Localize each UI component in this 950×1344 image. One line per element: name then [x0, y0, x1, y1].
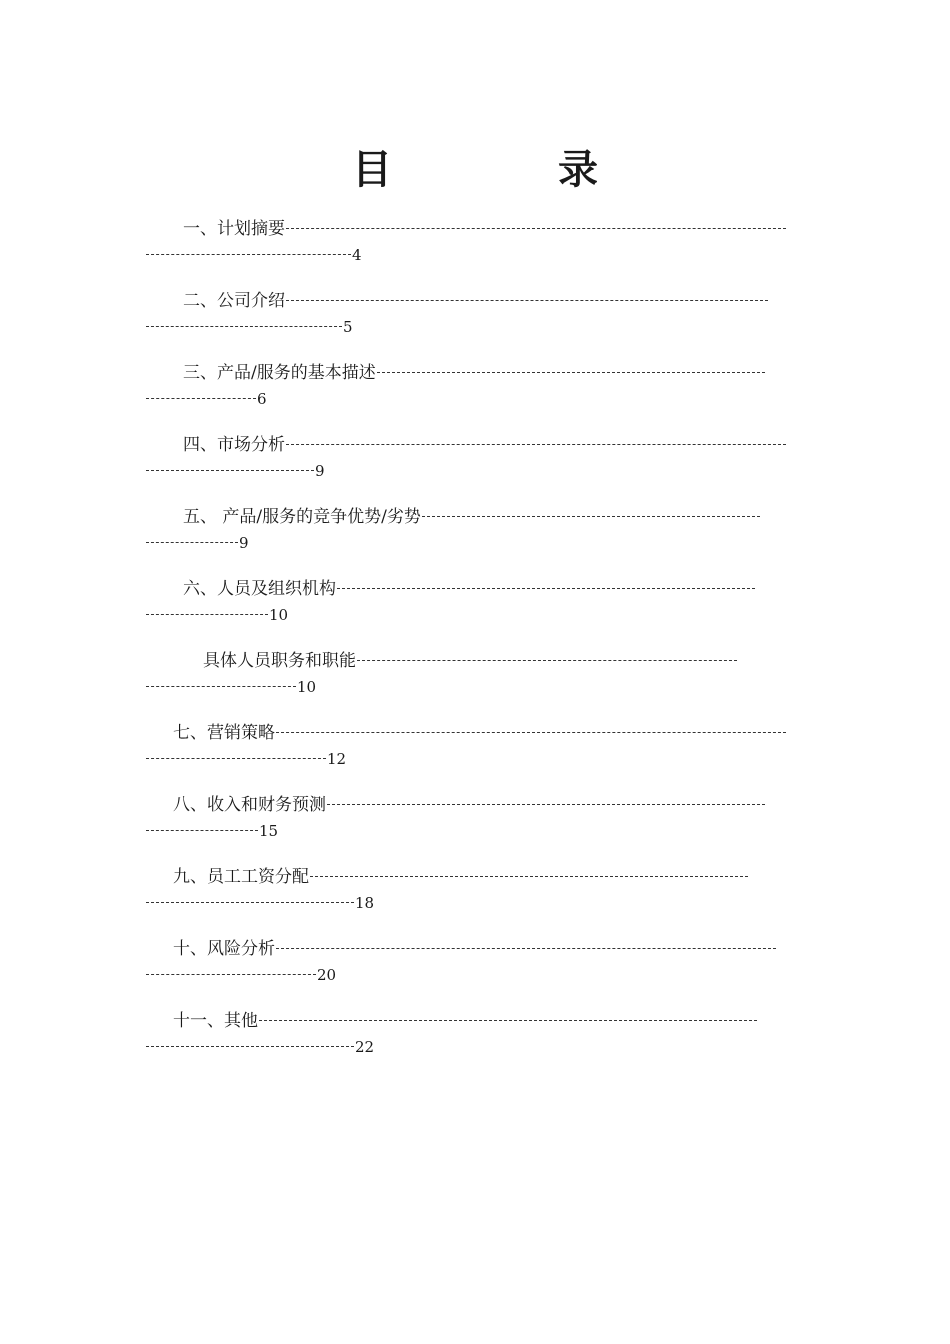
toc-entry-page: 9	[239, 534, 249, 552]
toc-entry-label: 十、风险分析	[173, 939, 275, 959]
toc-entry-label: 九、员工工资分配	[173, 867, 309, 887]
toc-leader	[276, 732, 786, 733]
toc-entry-page: 10	[297, 678, 317, 696]
toc-entry-label: 具体人员职务和职能	[203, 651, 356, 671]
toc-leader	[422, 516, 760, 517]
toc-leader	[146, 1046, 354, 1047]
toc-entry	[145, 578, 810, 650]
toc-leader	[327, 804, 765, 805]
toc-entry	[145, 794, 810, 866]
toc-entry	[145, 1010, 810, 1082]
toc-leader	[146, 398, 256, 399]
toc-leader	[357, 660, 737, 661]
toc-leader	[337, 588, 755, 589]
table-of-contents	[145, 218, 810, 1082]
toc-entry-page: 18	[355, 894, 375, 912]
toc-entry-label: 五、 产品/服务的竞争优势/劣势	[183, 507, 421, 527]
toc-entry	[145, 290, 810, 362]
toc-entry-page: 15	[259, 822, 279, 840]
toc-leader	[286, 444, 786, 445]
toc-entry-page: 10	[269, 606, 289, 624]
toc-entry-page: 6	[257, 390, 267, 408]
toc-entry-label: 八、收入和财务预测	[173, 795, 326, 815]
toc-leader	[146, 758, 326, 759]
toc-entry	[145, 722, 810, 794]
toc-entry	[145, 650, 810, 722]
toc-leader	[146, 686, 296, 687]
toc-entry	[145, 938, 810, 1010]
toc-leader	[259, 1020, 757, 1021]
toc-leader	[146, 254, 351, 255]
toc-leader	[146, 614, 268, 615]
toc-entry-label: 一、计划摘要	[183, 219, 285, 239]
toc-leader	[286, 228, 786, 229]
toc-leader	[146, 974, 316, 975]
toc-entry	[145, 434, 810, 506]
toc-entry-label: 二、公司介绍	[183, 291, 285, 311]
toc-leader	[310, 876, 748, 877]
toc-entry-page: 22	[355, 1038, 375, 1056]
toc-leader	[146, 326, 342, 327]
toc-entry-page: 12	[327, 750, 347, 768]
toc-leader	[146, 902, 354, 903]
toc-entry-label: 三、产品/服务的基本描述	[183, 363, 376, 383]
page-title: 目 录	[352, 146, 674, 193]
toc-entry	[145, 866, 810, 938]
toc-entry-label: 十一、其他	[173, 1011, 258, 1031]
toc-entry	[145, 218, 810, 290]
toc-leader	[377, 372, 765, 373]
toc-entry-label: 七、营销策略	[173, 723, 275, 743]
toc-leader	[286, 300, 768, 301]
toc-leader	[146, 542, 238, 543]
toc-entry	[145, 362, 810, 434]
toc-entry-page: 4	[352, 246, 362, 264]
toc-leader	[146, 830, 258, 831]
toc-entry-page: 5	[343, 318, 353, 336]
toc-entry-label: 四、市场分析	[183, 435, 285, 455]
toc-leader	[146, 470, 314, 471]
toc-leader	[276, 948, 776, 949]
toc-entry-label: 六、人员及组织机构	[183, 579, 336, 599]
toc-entry	[145, 506, 810, 578]
toc-entry-page: 9	[315, 462, 325, 480]
toc-entry-page: 20	[317, 966, 337, 984]
